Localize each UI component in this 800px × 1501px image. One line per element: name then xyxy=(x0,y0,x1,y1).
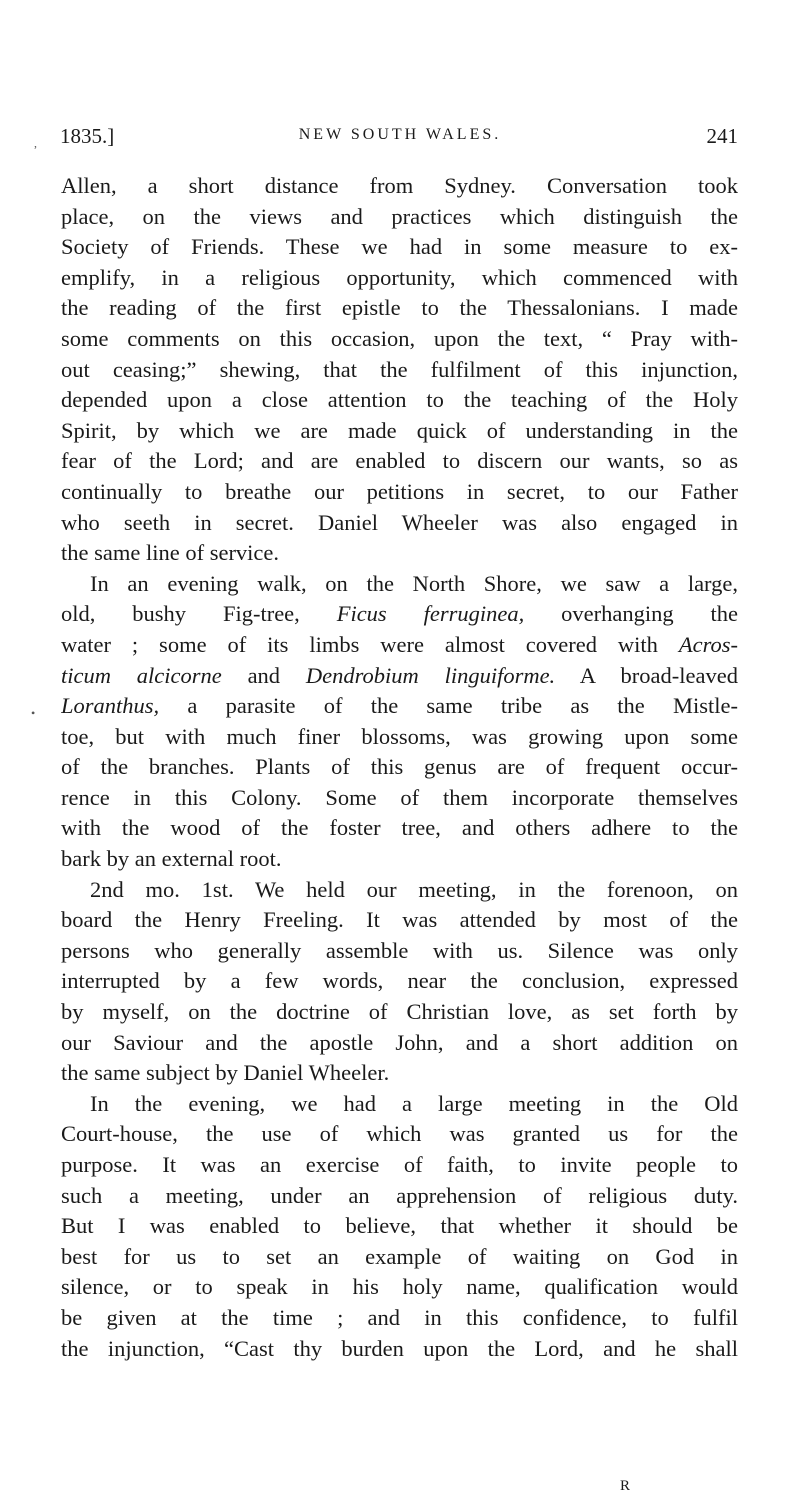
text-line: toe, but with much finer blossoms, was growing upon some xyxy=(61,723,738,749)
text-line: the reading of the first epistle to the Thessalonians. I made xyxy=(61,295,738,321)
text-line: out ceasing;” shewing, that the fulfilment of this injunction, xyxy=(61,356,738,382)
text-line: emplify, in a religious opportunity, which commenced with xyxy=(61,264,738,290)
text-line: by myself, on the doctrine of Christian love, as set forth by xyxy=(61,999,738,1025)
text-line: best for us to set an example of waiting on God in xyxy=(61,1243,738,1269)
text-line: bark by an external root. xyxy=(61,846,282,872)
text-line: Spirit, by which we are made quick of understanding in the xyxy=(61,417,738,443)
species-name: Ficus ferruginea, xyxy=(336,601,525,627)
text-line: the same subject by Daniel Wheeler. xyxy=(61,1060,390,1086)
text-line: place, on the views and practices which distinguish the xyxy=(61,203,738,229)
text-line: In the evening, we had a large meeting in the Old xyxy=(90,1090,738,1116)
species-name: Acros- xyxy=(678,631,738,657)
text-line: Society of Friends. These we had in some measure to ex- xyxy=(61,234,738,260)
text-line: such a meeting, under an apprehension of religious duty. xyxy=(61,1182,738,1208)
text-line: 2nd mo. 1st. We held our meeting, in the forenoon, on xyxy=(90,876,738,902)
text-line xyxy=(61,691,738,722)
text-run: a parasite of the same tribe as the Mistle- xyxy=(159,693,738,719)
text-line: who seeth in secret. Daniel Wheeler was also engaged in xyxy=(61,509,738,535)
page-number: 241 xyxy=(706,124,738,148)
text-line: purpose. It was an exercise of faith, to invite people to xyxy=(61,1152,738,1177)
text-line: the injunction, “Cast thy burden upon the Lord, and he shall xyxy=(61,1335,738,1361)
text-line: But I was enabled to believe, that whether it should be xyxy=(61,1213,738,1239)
body-text xyxy=(61,171,738,1364)
text-line: our Saviour and the apostle John, and a short addition on xyxy=(61,1029,738,1055)
text-line: rence in this Colony. Some of them incorporate themselves xyxy=(61,784,738,810)
text-line: with the wood of the foster tree, and others adhere to the xyxy=(61,815,738,841)
species-name: Dendrobium linguiforme. xyxy=(305,662,556,688)
text-run: old, bushy Fig-tree, xyxy=(61,601,337,627)
text-run: water ; some of its limbs were almost covered with xyxy=(61,631,679,657)
text-line: depended upon a close attention to the teaching of the Holy xyxy=(61,387,738,413)
text-run: overhanging the xyxy=(524,601,738,627)
text-line: the same line of service. xyxy=(61,540,280,566)
text-line: Court-house, the use of which was granted us for the xyxy=(61,1121,738,1147)
text-line xyxy=(61,630,738,661)
header-title: NEW SOUTH WALES. xyxy=(298,126,502,143)
text-line: fear of the Lord; and are enabled to discern our wants, so as xyxy=(61,448,738,474)
signature-mark: R xyxy=(620,1478,631,1494)
text-line: silence, or to speak in his holy name, qualification would xyxy=(61,1274,738,1300)
text-run: and xyxy=(221,662,306,688)
text-line: some comments on this occasion, upon the text, “ Pray with- xyxy=(61,325,738,351)
text-line: In an evening walk, on the North Shore, we saw a large, xyxy=(90,570,738,596)
text-line xyxy=(61,661,738,692)
margin-speck: , xyxy=(34,136,37,150)
text-line: of the branches. Plants of this genus are of frequent occur- xyxy=(61,754,738,780)
text-line: be given at the time ; and in this confidence, to fulfil xyxy=(61,1304,738,1330)
margin-speck: • xyxy=(31,706,36,720)
text-line: persons who generally assemble with us. Silence was only xyxy=(61,937,738,963)
header-year: 1835.] xyxy=(60,124,115,148)
text-line xyxy=(61,599,738,630)
text-line: interrupted by a few words, near the conclusion, expressed xyxy=(61,968,738,994)
species-name: ticum alcicorne xyxy=(61,662,222,688)
running-head xyxy=(60,124,740,154)
text-run: A broad-leaved xyxy=(555,662,738,688)
species-name: Loranthus, xyxy=(61,693,160,719)
text-line: continually to breathe our petitions in secret, to our Father xyxy=(61,478,738,504)
text-line: board the Henry Freeling. It was attended by most of the xyxy=(61,907,738,933)
text-line: Allen, a short distance from Sydney. Conversation took xyxy=(61,173,738,198)
